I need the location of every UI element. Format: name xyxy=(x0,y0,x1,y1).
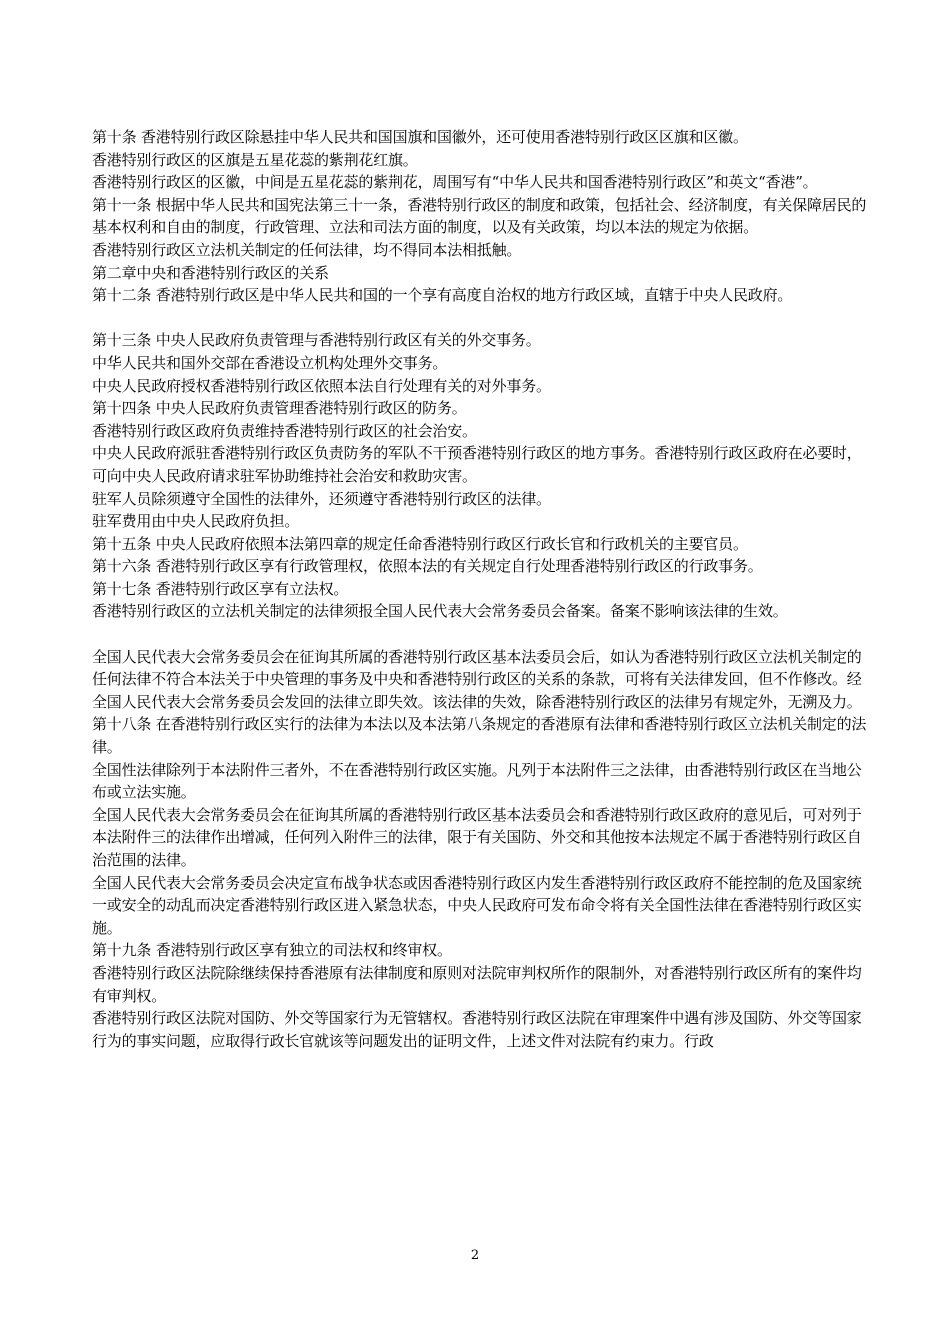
article-14: 第十四条 中央人民政府负责管理香港特别行政区的防务。 xyxy=(92,399,467,418)
paragraph-garrison-expenditure: 驻军费用由中央人民政府负担。 xyxy=(92,512,300,531)
body-text xyxy=(92,126,867,1052)
article-17: 第十七条 香港特别行政区享有立法权。 xyxy=(92,579,349,598)
paragraph-garrison-laws: 驻军人员除须遵守全国性的法律外，还须遵守香港特别行政区的法律。 xyxy=(92,489,551,508)
paragraph-external-affairs: 中央人民政府授权香港特别行政区依照本法自行处理有关的对外事务。 xyxy=(92,376,551,395)
blank-line xyxy=(92,623,867,646)
paragraph-legislature-laws: 香港特别行政区立法机关制定的任何法律，均不得同本法相抵触。 xyxy=(92,240,522,259)
article-18: 第十八条 在香港特别行政区实行的法律为本法以及本法第八条规定的香港原有法律和香港特别行政区立法机关制定的法律。 xyxy=(92,715,867,757)
article-11: 第十一条 根据中华人民共和国宪法第三十一条，香港特别行政区的制度和政策，包括社会、经济制度，有关保障居民的基本权利和自由的制度，行政管理、立法和司法方面的制度，以及有关政策，均以本法的规定为依据。 xyxy=(92,195,867,237)
paragraph-regional-flag: 香港特别行政区的区旗是五星花蕊的紫荆花红旗。 xyxy=(92,150,418,169)
paragraph-regional-emblem: 香港特别行政区的区徽，中间是五星花蕊的紫荆花，周围写有“中华人民共和国香港特别行政区”和英文“香港”。 xyxy=(92,173,818,192)
paragraph-state-of-emergency: 全国人民代表大会常务委员会决定宣布战争状态或因香港特别行政区内发生香港特别行政区政府不能控制的危及国家统一或安全的动乱而决定香港特别行政区进入紧急状态，中央人民政府可发布命令将有关全国性法律在香港特别行政区实施。 xyxy=(92,873,862,937)
article-16: 第十六条 香港特别行政区享有行政管理权，依照本法的有关规定自行处理香港特别行政区的行政事务。 xyxy=(92,557,763,576)
article-15: 第十五条 中央人民政府依照本法第四章的规定任命香港特别行政区行政长官和行政机关的主要官员。 xyxy=(92,534,748,553)
article-19: 第十九条 香港特别行政区享有独立的司法权和终审权。 xyxy=(92,941,452,960)
paragraph-public-order: 香港特别行政区政府负责维持香港特别行政区的社会治安。 xyxy=(92,421,477,440)
paragraph-national-laws: 全国性法律除列于本法附件三者外，不在香港特别行政区实施。凡列于本法附件三之法律，由香港特别行政区在当地公布或立法实施。 xyxy=(92,760,862,802)
paragraph-foreign-ministry: 中华人民共和国外交部在香港设立机构处理外交事务。 xyxy=(92,353,448,372)
article-12: 第十二条 香港特别行政区是中华人民共和国的一个享有高度自治权的地方行政区域，直辖于中央人民政府。 xyxy=(92,286,793,305)
paragraph-annex-three: 全国人民代表大会常务委员会在征询其所属的香港特别行政区基本法委员会和香港特别行政区政府的意见后，可对列于本法附件三的法律作出增减，任何列入附件三的法律，限于有关国防、外交和其他按本法规定不属于香港特别行政区自治范围的法律。 xyxy=(92,805,862,869)
paragraph-laws-invalidation: 全国人民代表大会常务委员会在征询其所属的香港特别行政区基本法委员会后，如认为香港特别行政区立法机关制定的任何法律不符合本法关于中央管理的事务及中央和香港特别行政区的关系的条款，可将有关法律发回，但不作修改。经全国人民代表大会常务委员会发回的法律立即失效。该法律的失效，除香港特别行政区的法律另有规定外，无溯及力。 xyxy=(92,647,862,711)
paragraph-acts-of-state: 香港特别行政区法院对国防、外交等国家行为无管辖权。香港特别行政区法院在审理案件中遇有涉及国防、外交等国家行为的事实问题，应取得行政长官就该等问题发出的证明文件，上述文件对法院有约束力。行政 xyxy=(92,1009,862,1050)
paragraph-court-jurisdiction: 香港特别行政区法院除继续保持香港原有法律制度和原则对法院审判权所作的限制外，对香港特别行政区所有的案件均有审判权。 xyxy=(92,963,862,1005)
paragraph-garrison: 中央人民政府派驻香港特别行政区负责防务的军队不干预香港特别行政区的地方事务。香港特别行政区政府在必要时，可向中央人民政府请求驻军协助维持社会治安和救助灾害。 xyxy=(92,444,862,485)
blank-line xyxy=(92,307,867,330)
paragraph-laws-reporting: 香港特别行政区的立法机关制定的法律须报全国人民代表大会常务委员会备案。备案不影响该法律的生效。 xyxy=(92,602,788,621)
page-number: 2 xyxy=(470,1248,480,1263)
chapter-2-heading: 第二章中央和香港特别行政区的关系 xyxy=(92,263,329,282)
article-10: 第十条 香港特别行政区除悬挂中华人民共和国国旗和国徽外，还可使用香港特别行政区区旗和区徽。 xyxy=(92,128,748,146)
article-13: 第十三条 中央人民政府负责管理与香港特别行政区有关的外交事务。 xyxy=(92,331,541,350)
